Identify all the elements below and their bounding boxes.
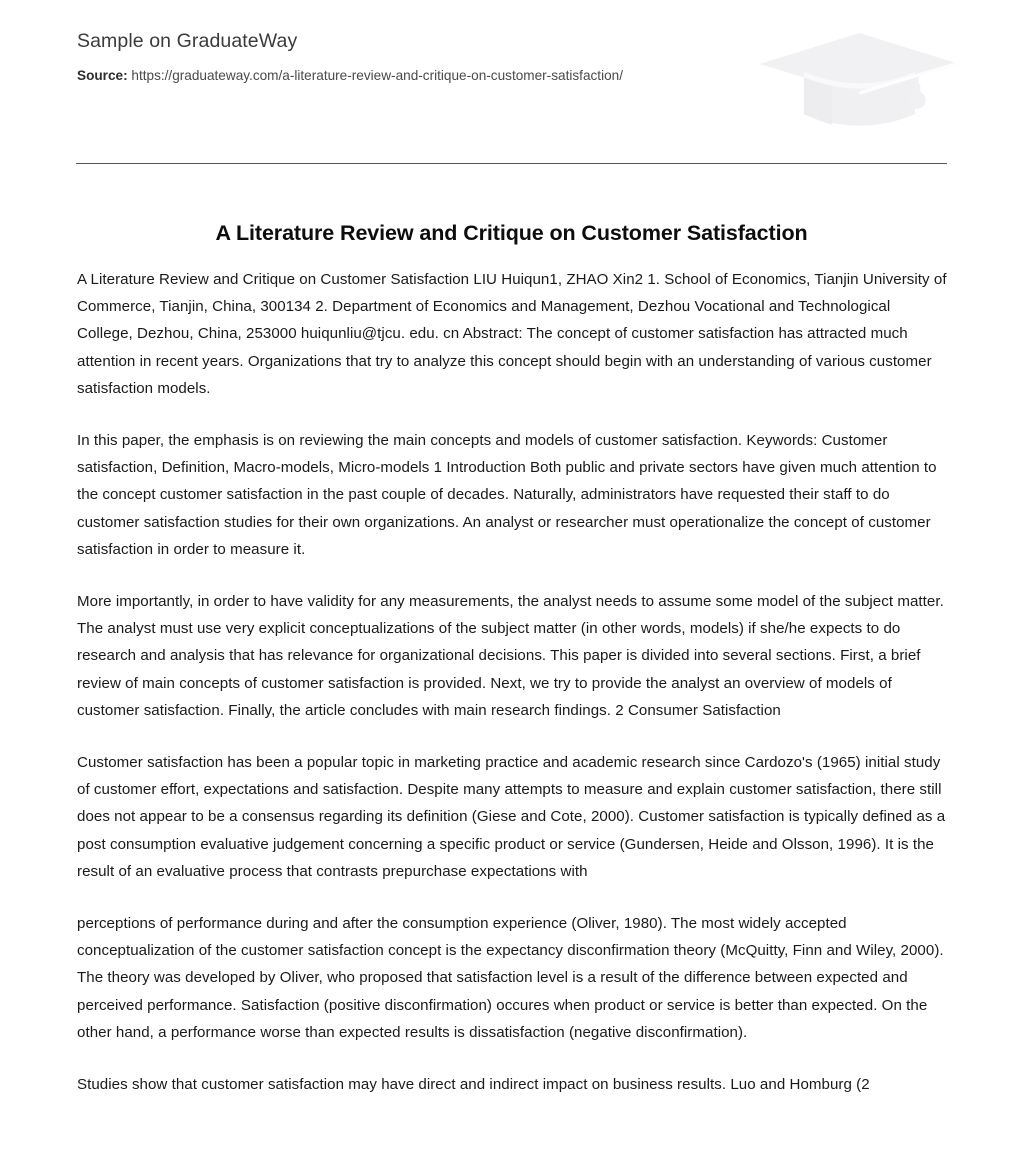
body-paragraph: Customer satisfaction has been a popular topic in marketing practice and academic research since Cardozo's (1965) initial study of customer effort, expectations and satisfaction. Despite many attempts to measure and explain customer satisfaction, there still does not appear to be a consensus regarding its definition (Giese and Cote, 2000). Customer satisfaction is typically defined as a post consumption evaluative judgement concerning a specific product or service (Gundersen, Heide and Olsson, 1996). It is the result of an evaluative process that contrasts prepurchase expectations with xyxy=(77,754,946,880)
source-line xyxy=(77,66,717,86)
source-url[interactable]: https://graduateway.com/a-literature-review-and-critique-on-customer-satisfaction/ xyxy=(131,68,623,83)
body-paragraph: More importantly, in order to have validity for any measurements, the analyst needs to assume some model of the subject matter. The analyst must use very explicit conceptualizations of the subject matter (in other words, models) if she/he expects to do research and analysis that has relevance for organizational decisions. This paper is divided into several sections. First, a brief review of main concepts of customer satisfaction is provided. Next, we try to provide the analyst an overview of models of customer satisfaction. Finally, the article concludes with main research findings. 2 Consumer Satisfaction xyxy=(77,593,944,719)
body-paragraph: A Literature Review and Critique on Customer Satisfaction LIU Huiqun1, ZHAO Xin2 1. School of Economics, Tianjin University of Commerce, Tianjin, China, 300134 2. Department of Economics and Management, Dezhou Vocational and Technological College, Dezhou, China, 253000 huiqunliu@tjcu. edu. cn Abstract: The concept of customer satisfaction has attracted much attention in recent years. Organizations that try to analyze this concept should begin with an understanding of various customer satisfaction models. xyxy=(77,271,947,397)
site-title: Sample on GraduateWay xyxy=(77,30,298,52)
body-paragraph: perceptions of performance during and after the consumption experience (Oliver, 1980). The most widely accepted conceptualization of the customer satisfaction concept is the expectancy disconfirmation theory (McQuitty, Finn and Wiley, 2000). The theory was developed by Oliver, who proposed that satisfaction level is a result of the difference between expected and perceived performance. Satisfaction (positive disconfirmation) occures when product or service is better than expected. On the other hand, a performance worse than expected results is dissatisfaction (negative disconfirmation). xyxy=(77,915,944,1041)
body-paragraph: Studies show that customer satisfaction may have direct and indirect impact on business results. Luo and Homburg (2 xyxy=(77,1076,870,1094)
page-title: A Literature Review and Critique on Customer Satisfaction xyxy=(215,221,808,246)
document-body xyxy=(77,266,949,1098)
body-paragraph: In this paper, the emphasis is on reviewing the main concepts and models of customer satisfaction. Keywords: Customer satisfaction, Definition, Macro-models, Micro-models 1 Introduction Both public and private sectors have given much attention to the concept customer satisfaction in the past couple of decades. Naturally, administrators have requested their staff to do customer satisfaction studies for their own organizations. An analyst or researcher must operationalize the concept of customer satisfaction in order to measure it. xyxy=(77,432,937,558)
graduation-cap-icon xyxy=(757,26,962,146)
page-header xyxy=(77,28,777,86)
header-divider xyxy=(76,163,947,164)
source-label: Source: xyxy=(77,68,128,83)
